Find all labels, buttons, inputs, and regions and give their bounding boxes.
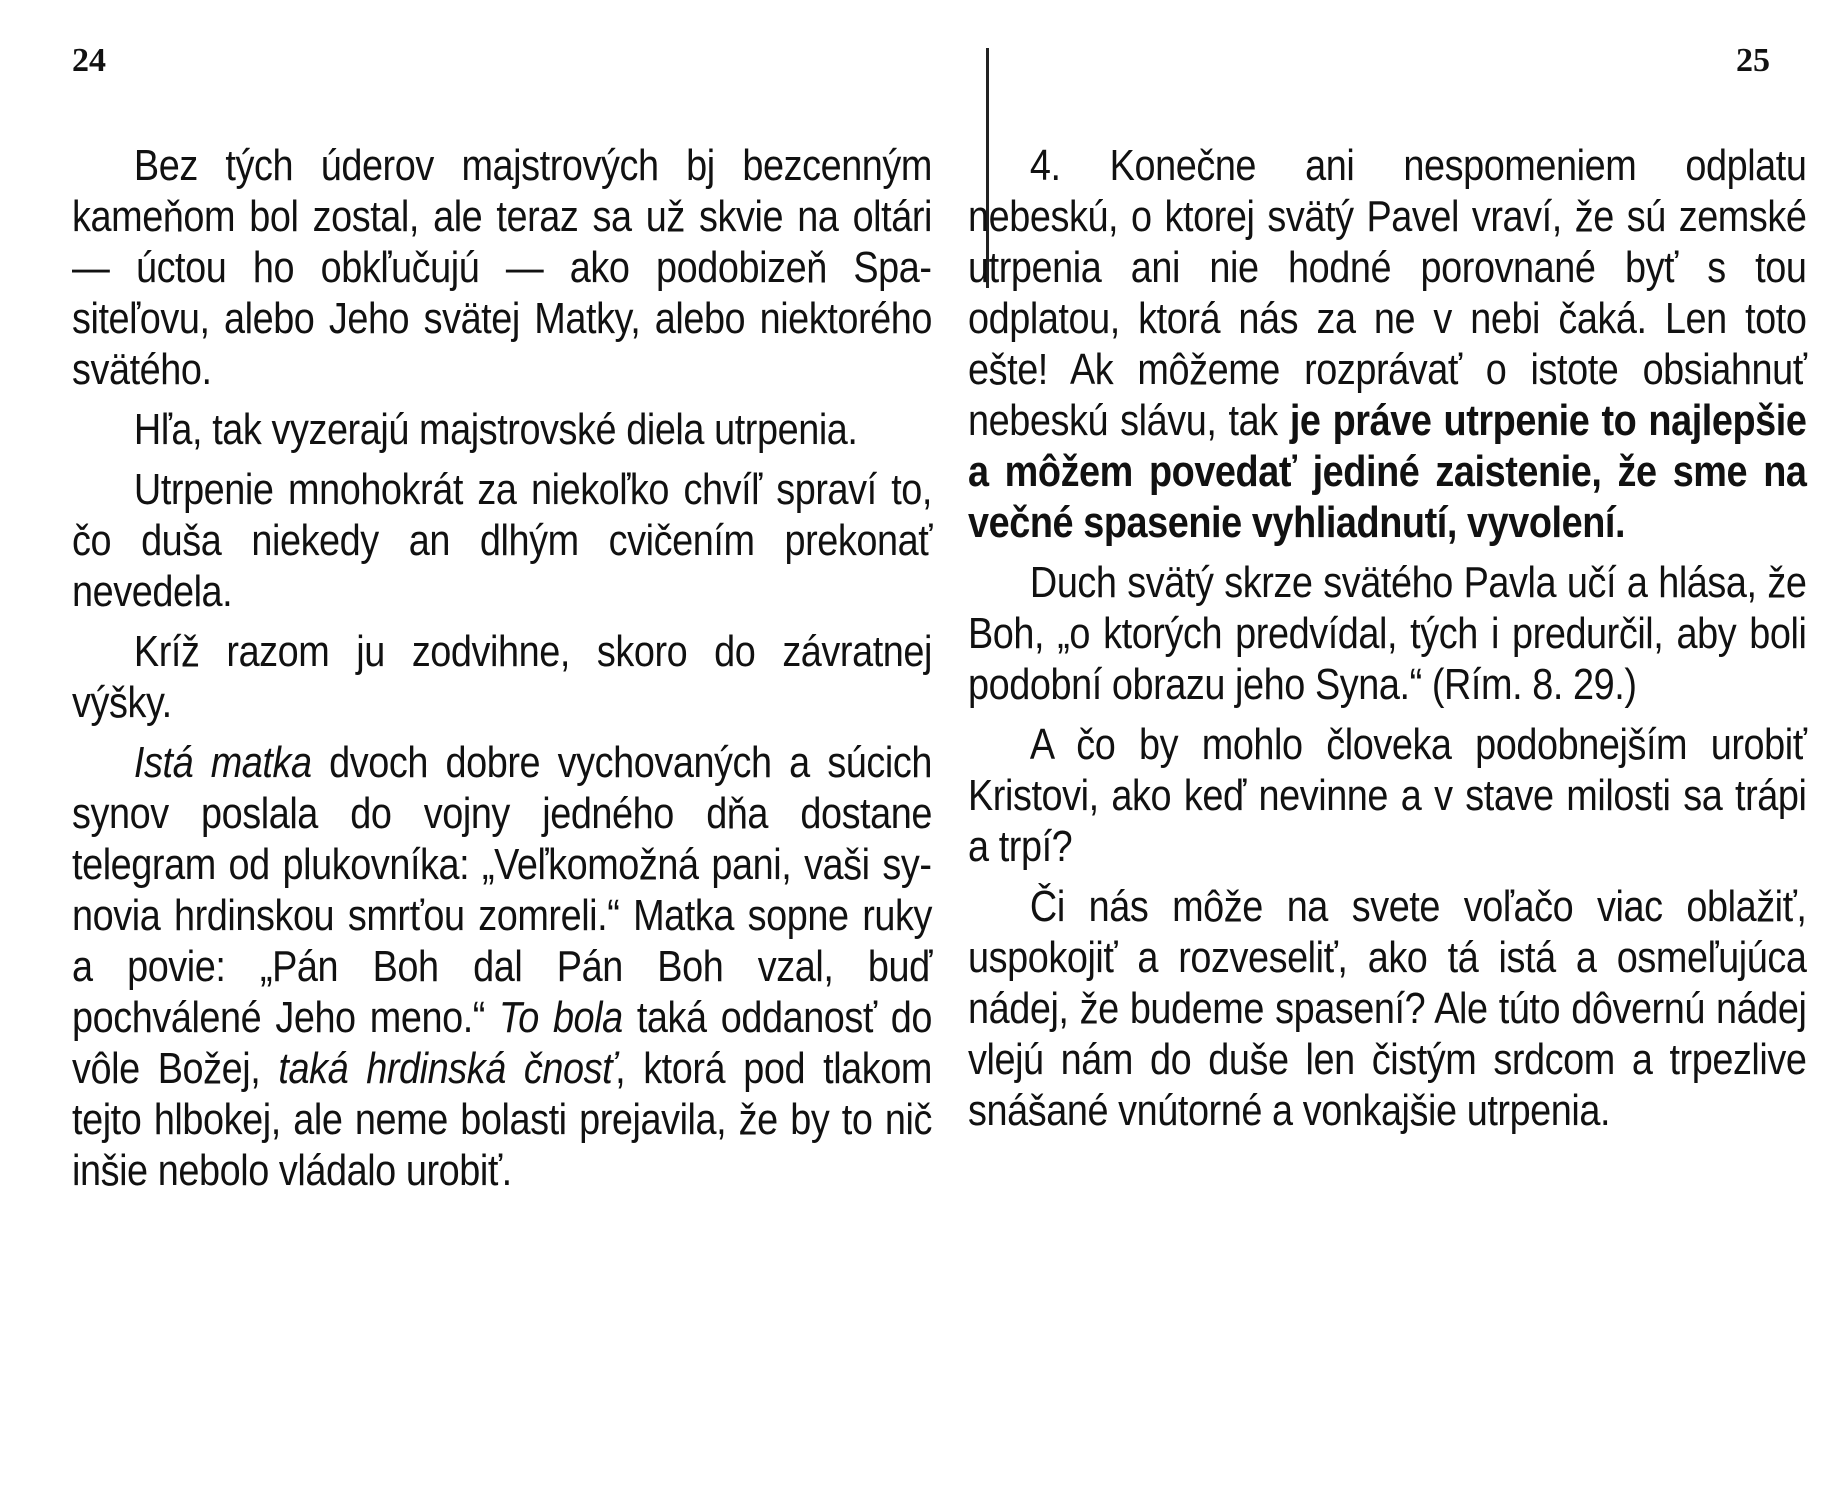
- paragraph: Hľa, tak vyzerajú majstrovské diela utrpenia.: [133, 405, 858, 454]
- paragraph: Bez tých úderov majstrových bj bezcenným kameňom bol zostal, ale teraz sa už skvie na oltári — úctou ho obkľučujú — ako podobizeň Spasiteľovu, alebo Jeho svätej Matky, alebo niektorého svätého.: [72, 141, 933, 394]
- paragraph-reward: [968, 140, 1807, 548]
- paragraph: Kríž razom ju zodvihne, skoro do závratnej výšky.: [72, 627, 933, 727]
- paragraph-text: taká oddanosť do vôle Božej,: [72, 993, 932, 1093]
- paragraph-text: , ktorá pod tlakom tejto hlbokej, ale neme bolasti prejavila, že by to nič inšie nebolo vládalo urobiť.: [72, 1044, 932, 1195]
- page-number-right: 25: [1736, 42, 1770, 79]
- left-page-text: [72, 140, 932, 1196]
- paragraph-mother-story: [72, 737, 932, 1196]
- paragraph-text: 4. Konečne ani nespomeniem odplatu nebeskú, o ktorej svätý Pavel vraví, že sú zemské utrpenia ani nie hodné porovnané byť s tou odplatou, ktorá nás za ne v nebi čaká. Len toto ešte! Ak môžeme rozprávať o istote obsiahnuť nebeskú slávu, tak: [968, 141, 1807, 445]
- italic-phrase: To bola: [499, 993, 623, 1042]
- paragraph: A čo by mohlo človeka podobnejším urobiť Kristovi, ako keď nevinne a v stave milosti sa trápi a trpí?: [968, 720, 1807, 871]
- paragraph: Či nás môže na svete voľačo viac oblažiť, uspokojiť a rozveseliť, ako tá istá a osmeľujúca nádej, že budeme spasení? Ale túto dôvernú nádej vlejú nám do duše len čistým srdcom a trpezlive snášané vnútorné a vonkajšie utrpenia.: [968, 882, 1807, 1135]
- paragraph: Duch svätý skrze svätého Pavla učí a hlása, že Boh, „o ktorých predvídal, tých i predurčil, aby boli podobní obrazu jeho Syna.“ (Rím. 8. 29.): [968, 558, 1807, 709]
- paragraph-text: dvoch dobre vychovaných a súcich synov poslala do vojny jedného dňa dostane telegram od plukovníka: „Veľkomožná pani, vaši synovia hrdinskou smrťou zomreli.“ Matka sopne ruky a povie: „Pán Boh dal Pán Boh vzal, buď pochválené Jeho meno.“: [72, 738, 932, 1042]
- right-page: [968, 0, 1822, 1500]
- italic-phrase: Istá matka: [133, 738, 312, 787]
- paragraph: Utrpenie mnohokrát za niekoľko chvíľ spraví to, čo duša niekedy an dlhým cvičením prekonať nevedela.: [72, 465, 933, 616]
- italic-phrase: taká hrdinská čnosť: [278, 1044, 616, 1093]
- page-number-left: 24: [72, 42, 106, 79]
- bold-phrase: je práve utrpenie to najlepšie a môžem povedať jediné zaistenie, že sme na večné spasenie vyhliadnutí, vyvolení.: [968, 396, 1807, 547]
- right-page-text: [968, 140, 1807, 1136]
